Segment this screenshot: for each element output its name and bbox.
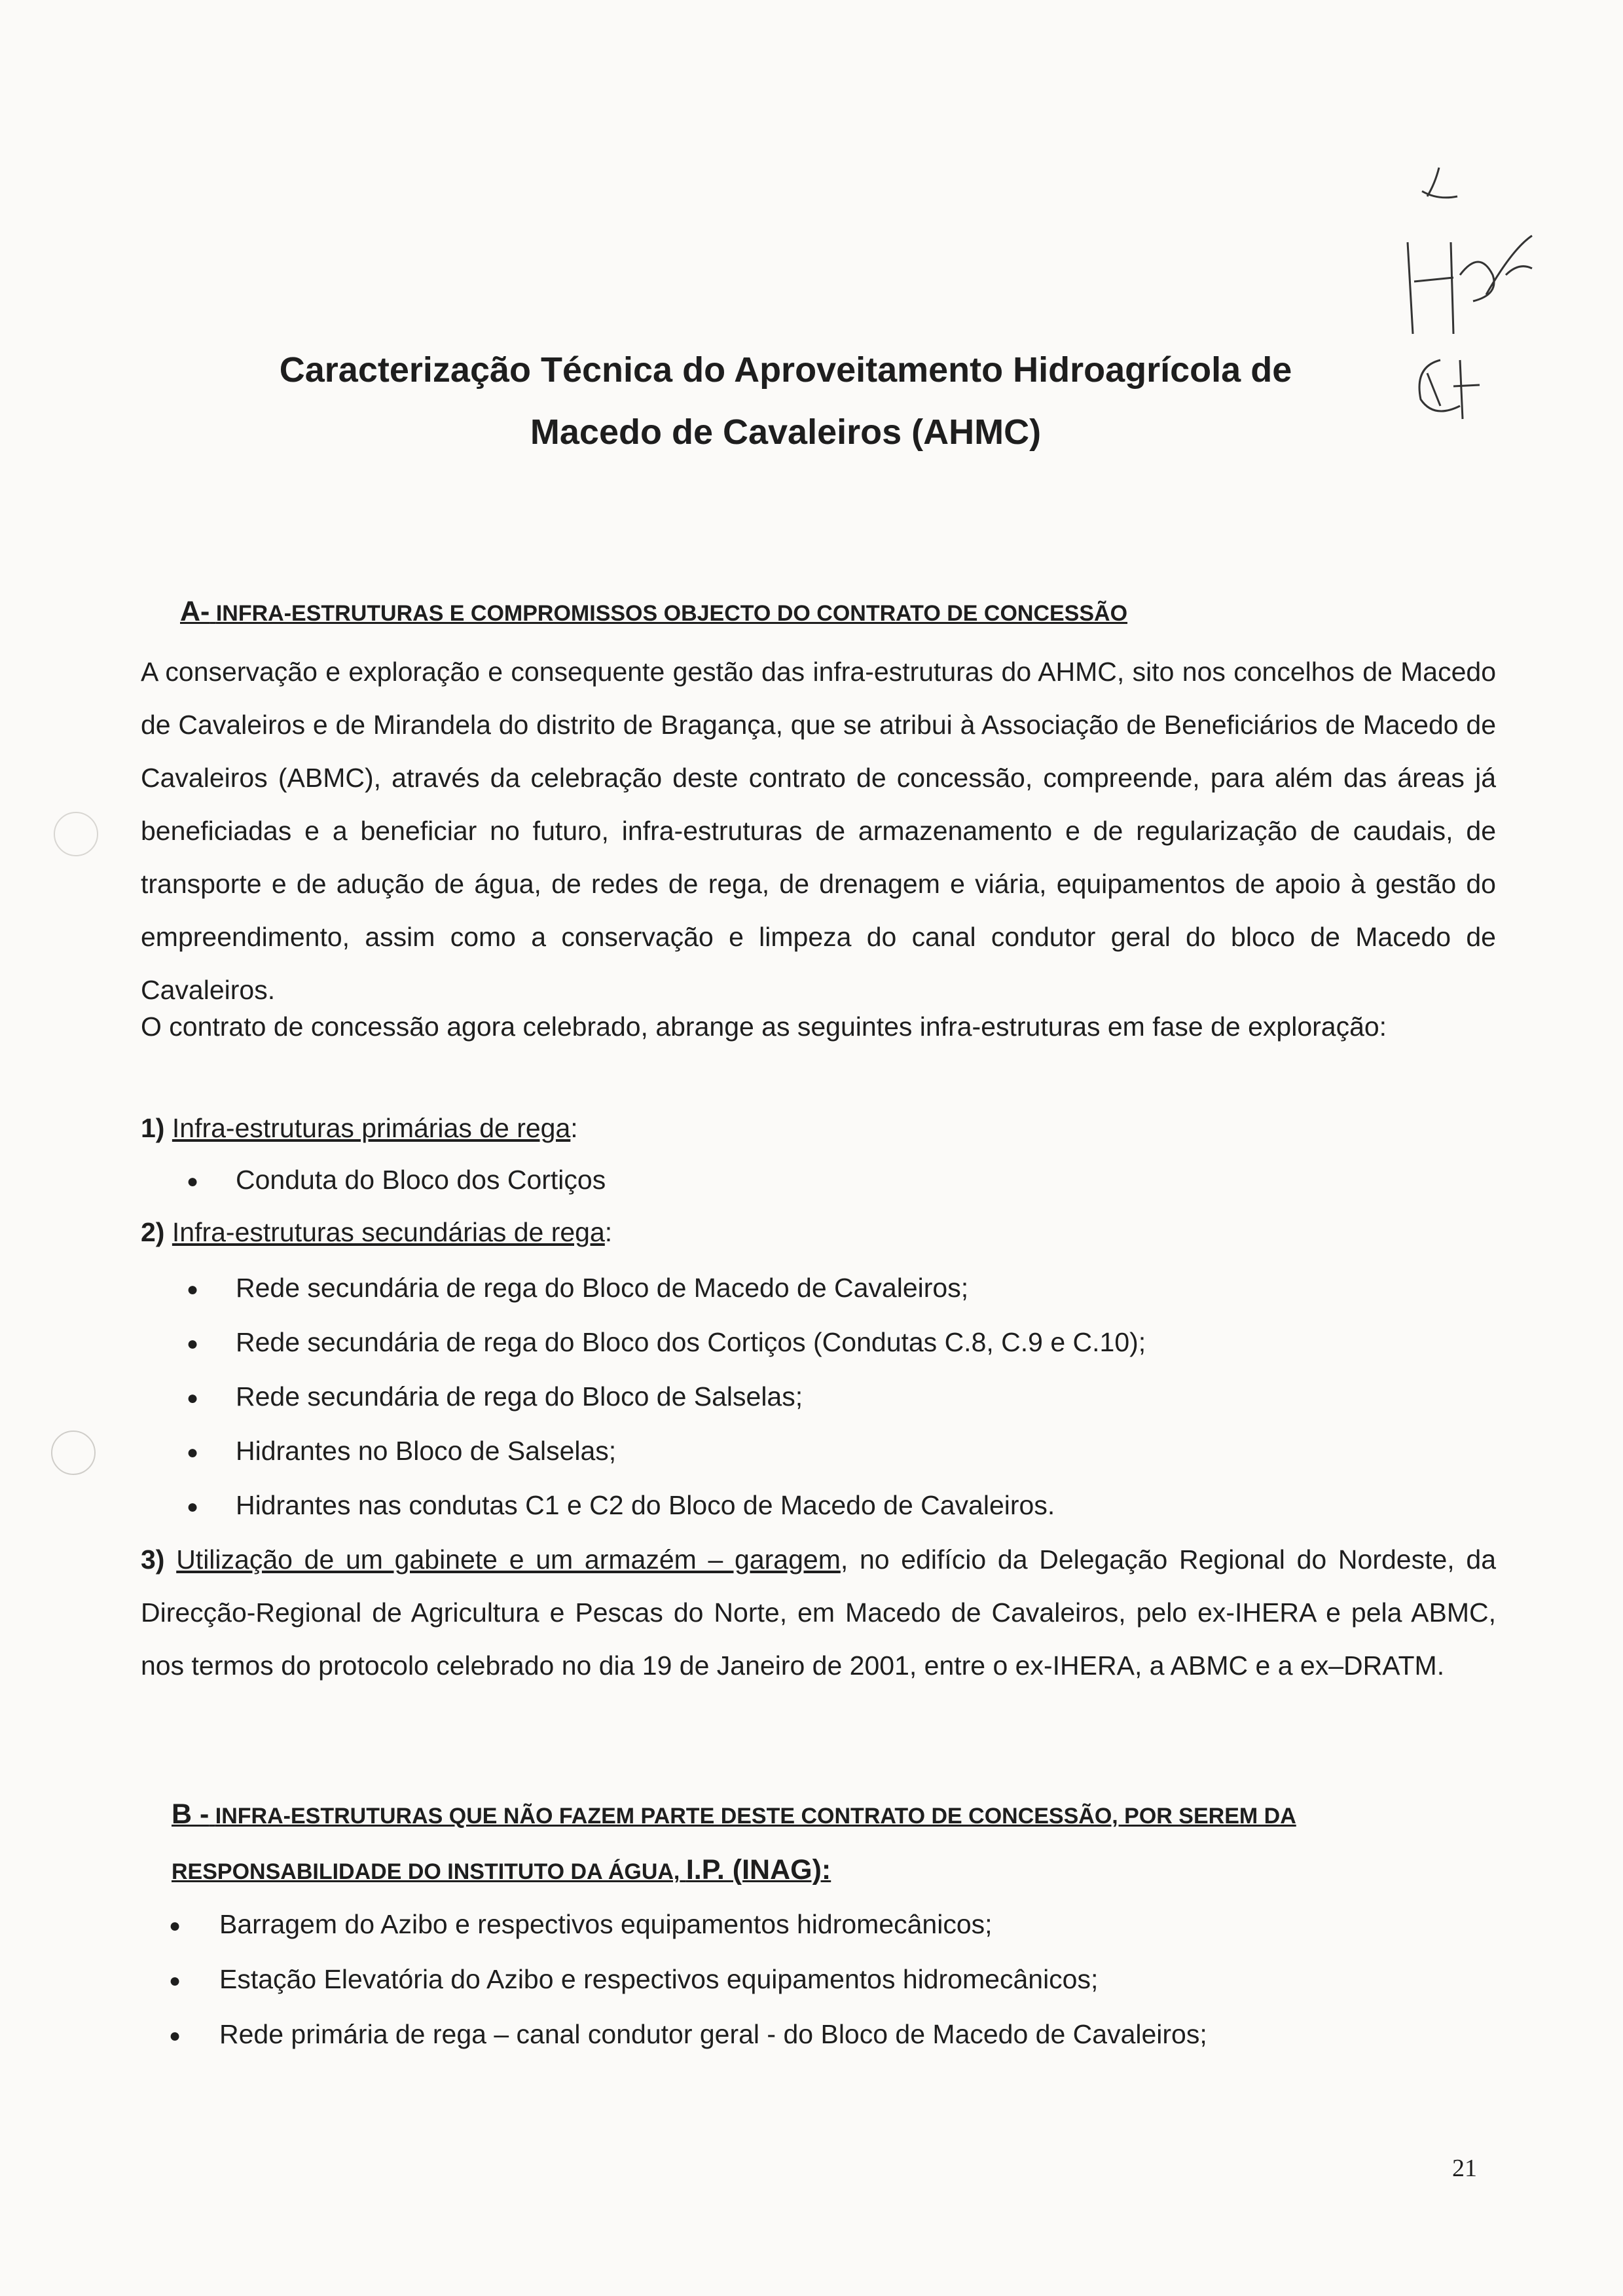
- bullet-dot: ●: [169, 2025, 181, 2047]
- item-1-number: 1): [141, 1113, 165, 1143]
- document-title-line2: Macedo de Cavaleiros (AHMC): [530, 412, 1042, 452]
- item-3-text: , no edifício da Delegação Regional do Nordeste, da Direcção-Regional de Agricultura e Pescas do Norte, em Macedo de Cavaleiros, pelo ex-IHERA e pela ABMC, nos termos do protocolo celebrado no dia 19 de Janeiro de 2001, entre o ex-IHERA, a ABMC e a ex–DRATM.: [141, 1544, 1496, 1681]
- item-1-heading: [141, 1115, 578, 1142]
- bullet-dot: ●: [187, 1171, 199, 1192]
- bullet-dot: ●: [169, 1915, 181, 1937]
- bullet-dot: ●: [187, 1279, 199, 1300]
- section-b-title-line1: INFRA-ESTRUTURAS QUE NÃO FAZEM PARTE DESTE CONTRATO DE CONCESSÃO, POR SEREM DA: [215, 1804, 1296, 1829]
- section-b-title-line2-big: I.P. (INAG):: [685, 1854, 831, 1886]
- bullet-dot: ●: [187, 1333, 199, 1355]
- section-b-heading-line2: [172, 1854, 831, 1886]
- section-b-prefix: B -: [172, 1798, 210, 1830]
- list-item: Rede secundária de rega do Bloco de Macedo de Cavaleiros;: [236, 1273, 969, 1303]
- bullet-dot: ●: [187, 1496, 199, 1518]
- list-item: Conduta do Bloco dos Cortiços: [236, 1165, 606, 1195]
- list-item: Barragem do Azibo e respectivos equipamentos hidromecânicos;: [219, 1909, 993, 1939]
- item-2-colon: :: [604, 1217, 613, 1247]
- section-a-paragraph-2: O contrato de concessão agora celebrado, abrange as seguintes infra-estruturas em fase de exploração:: [141, 1011, 1387, 1042]
- bullet-dot: ●: [187, 1387, 199, 1409]
- item-2-heading: [141, 1219, 612, 1246]
- list-item: Rede secundária de rega do Bloco de Salselas;: [236, 1381, 803, 1412]
- section-a-prefix: A-: [180, 596, 210, 627]
- item-3-number: 3): [141, 1544, 165, 1575]
- bullet-dot: ●: [169, 1970, 181, 1992]
- item-2-number: 2): [141, 1217, 165, 1247]
- section-a-paragraph-1: A conservação e exploração e consequente gestão das infra-estruturas do AHMC, sito nos concelhos de Macedo de Cavaleiros e de Mirandela do distrito de Bragança, que se atribui à Associação de Beneficiários de Macedo de Cavaleiros (ABMC), através da celebração deste contrato de concessão, compreende, para além das áreas já beneficiadas e a beneficiar no futuro, infra-estruturas de armazenamento e de regularização de caudais, de transporte e de adução de água, de redes de rega, de drenagem e viária, equipamentos de apoio à gestão do empreendimento, assim como a conservação e limpeza do canal condutor geral do bloco de Macedo de Cavaleiros.: [141, 657, 1496, 1005]
- list-item: Hidrantes no Bloco de Salselas;: [236, 1436, 617, 1466]
- item-1-colon: :: [570, 1113, 578, 1143]
- binder-hole-bottom: [51, 1430, 96, 1475]
- item-3-paragraph: [141, 1533, 1496, 1692]
- item-3-label: Utilização de um gabinete e um armazém – garagem: [176, 1544, 841, 1575]
- item-2-label: Infra-estruturas secundárias de rega: [172, 1217, 605, 1247]
- list-item: Rede secundária de rega do Bloco dos Cortiços (Condutas C.8, C.9 e C.10);: [236, 1327, 1146, 1357]
- bullet-dot: ●: [187, 1442, 199, 1463]
- list-item: Rede primária de rega – canal condutor geral - do Bloco de Macedo de Cavaleiros;: [219, 2019, 1207, 2049]
- page-number: 21: [1452, 2155, 1477, 2182]
- section-b-title-line2: RESPONSABILIDADE DO INSTITUTO DA ÁGUA,: [172, 1859, 680, 1884]
- document-title-line1: Caracterização Técnica do Aproveitamento Hidroagrícola de: [279, 350, 1292, 390]
- handwritten-initials: [1388, 144, 1558, 432]
- section-a-heading: [180, 596, 1127, 628]
- section-b-heading-line1: [172, 1798, 1296, 1831]
- item-1-label: Infra-estruturas primárias de rega: [172, 1113, 571, 1143]
- section-a-title: INFRA-ESTRUTURAS E COMPROMISSOS OBJECTO DO CONTRATO DE CONCESSÃO: [215, 601, 1128, 626]
- list-item: Estação Elevatória do Azibo e respectivos equipamentos hidromecânicos;: [219, 1964, 1099, 1994]
- binder-hole-top: [54, 812, 98, 856]
- list-item: Hidrantes nas condutas C1 e C2 do Bloco de Macedo de Cavaleiros.: [236, 1490, 1055, 1520]
